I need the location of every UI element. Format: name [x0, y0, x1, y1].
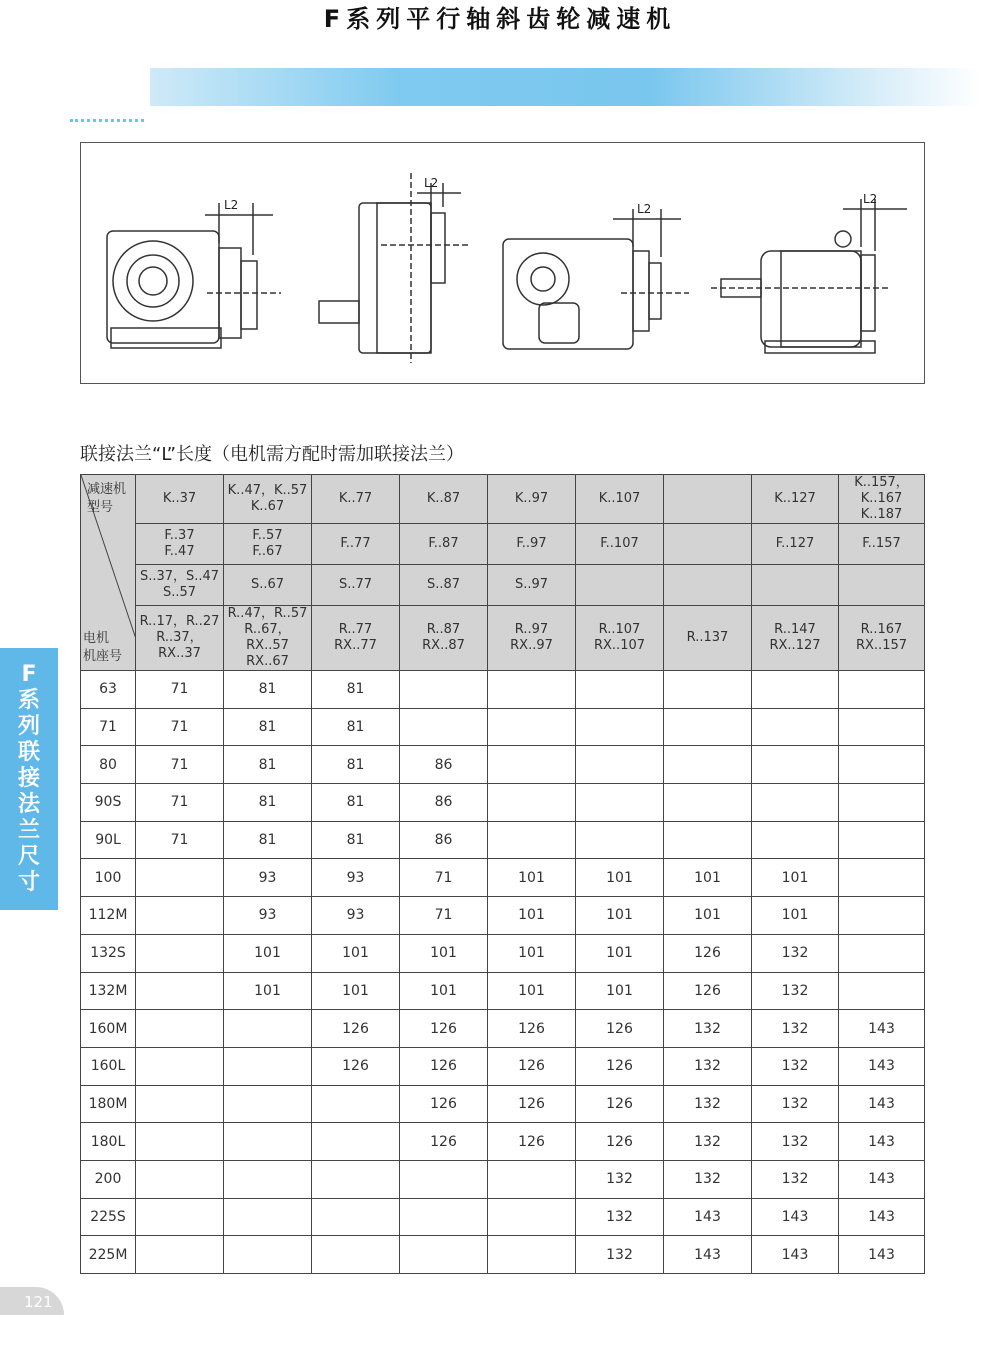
flange-length-cell	[224, 1198, 312, 1236]
flange-length-cell: 71	[400, 897, 488, 935]
model-header-cell: K..157，K..167 K..187	[839, 475, 925, 524]
motor-frame-cell: 200	[81, 1160, 136, 1198]
flange-length-cell	[752, 784, 839, 822]
flange-length-cell	[839, 708, 925, 746]
page-number: 121	[0, 1287, 64, 1315]
flange-length-cell	[488, 1160, 576, 1198]
drawing-k-front	[503, 209, 689, 349]
flange-length-cell: 93	[224, 897, 312, 935]
flange-length-cell	[839, 972, 925, 1010]
model-header-cell: S..97	[488, 565, 576, 606]
flange-length-cell: 101	[488, 859, 576, 897]
flange-length-cell: 81	[312, 746, 400, 784]
flange-length-cell	[224, 1085, 312, 1123]
flange-length-cell	[752, 671, 839, 709]
flange-length-cell	[488, 746, 576, 784]
side-tab-char: 系	[17, 688, 40, 713]
flange-length-cell: 143	[839, 1010, 925, 1048]
flange-length-cell: 126	[576, 1047, 664, 1085]
flange-length-cell: 101	[488, 972, 576, 1010]
table-row	[81, 1160, 925, 1198]
flange-length-cell	[488, 1236, 576, 1274]
table-row	[81, 972, 925, 1010]
model-header-cell: K..127	[752, 475, 839, 524]
flange-length-cell	[664, 746, 752, 784]
flange-length-cell	[488, 1198, 576, 1236]
model-header-cell: F..97	[488, 524, 576, 565]
model-header-cell: K..87	[400, 475, 488, 524]
drawing-f-side	[319, 173, 471, 363]
flange-length-cell	[136, 1198, 224, 1236]
model-header-cell: R..47，R..57 R..67，RX..57 RX..67	[224, 606, 312, 671]
model-header-cell: K..47，K..57 K..67	[224, 475, 312, 524]
model-header-cell: R..107 RX..107	[576, 606, 664, 671]
flange-length-cell: 132	[752, 1160, 839, 1198]
gearbox-diagrams	[80, 142, 925, 384]
motor-frame-cell: 225M	[81, 1236, 136, 1274]
model-header-cell: F..37 F..47	[136, 524, 224, 565]
flange-length-cell: 101	[224, 934, 312, 972]
motor-frame-cell: 90S	[81, 784, 136, 822]
model-header-cell: F..127	[752, 524, 839, 565]
flange-length-cell: 81	[312, 784, 400, 822]
l2-label-1: L2	[224, 198, 239, 212]
motor-frame-cell: 100	[81, 859, 136, 897]
model-header-cell	[664, 475, 752, 524]
decorative-dots	[70, 115, 144, 122]
table-row	[81, 1085, 925, 1123]
flange-length-cell: 126	[400, 1085, 488, 1123]
table-row	[81, 1236, 925, 1274]
flange-length-cell: 132	[752, 1010, 839, 1048]
model-header-cell: R..77 RX..77	[312, 606, 400, 671]
flange-length-cell	[312, 1236, 400, 1274]
flange-length-cell	[136, 1160, 224, 1198]
flange-length-cell	[224, 1160, 312, 1198]
flange-length-cell: 93	[312, 897, 400, 935]
model-header-cell: S..77	[312, 565, 400, 606]
flange-length-cell: 126	[488, 1010, 576, 1048]
flange-length-cell	[576, 671, 664, 709]
flange-length-cell: 132	[664, 1123, 752, 1161]
flange-length-cell: 126	[664, 934, 752, 972]
flange-length-cell	[224, 1010, 312, 1048]
side-tab-char: 兰	[17, 818, 40, 843]
flange-length-cell	[136, 1236, 224, 1274]
flange-length-cell: 101	[664, 859, 752, 897]
flange-length-cell	[839, 671, 925, 709]
flange-length-cell: 132	[576, 1236, 664, 1274]
flange-length-cell: 132	[664, 1160, 752, 1198]
table-row	[81, 1047, 925, 1085]
flange-length-cell: 101	[576, 934, 664, 972]
flange-length-cell	[224, 1123, 312, 1161]
gearbox-drawings	[81, 143, 924, 383]
flange-length-cell: 81	[224, 746, 312, 784]
flange-length-cell	[136, 1123, 224, 1161]
side-tab-char: F	[21, 662, 37, 687]
flange-length-cell	[839, 897, 925, 935]
table-row	[81, 784, 925, 822]
motor-frame-cell: 132S	[81, 934, 136, 972]
flange-length-cell	[576, 708, 664, 746]
flange-length-cell	[488, 708, 576, 746]
flange-length-cell	[664, 708, 752, 746]
flange-length-cell: 126	[488, 1085, 576, 1123]
flange-length-cell: 126	[576, 1085, 664, 1123]
table-row	[81, 1198, 925, 1236]
flange-length-cell	[136, 897, 224, 935]
model-header-cell	[839, 565, 925, 606]
motor-frame-cell: 160M	[81, 1010, 136, 1048]
side-tab-char: 寸	[17, 870, 40, 895]
model-header-cell: F..57 F..67	[224, 524, 312, 565]
side-tab	[0, 648, 58, 910]
motor-frame-cell: 225S	[81, 1198, 136, 1236]
flange-length-cell	[136, 934, 224, 972]
flange-length-cell: 101	[488, 934, 576, 972]
flange-length-cell	[312, 1198, 400, 1236]
flange-length-cell: 81	[312, 821, 400, 859]
l2-label-4: L2	[863, 192, 878, 206]
header-row	[81, 475, 925, 524]
flange-length-cell: 143	[839, 1198, 925, 1236]
flange-length-cell	[136, 1047, 224, 1085]
flange-length-cell: 143	[664, 1236, 752, 1274]
motor-frame-cell: 160L	[81, 1047, 136, 1085]
model-header-cell	[664, 524, 752, 565]
table-row	[81, 821, 925, 859]
l2-label-2: L2	[424, 176, 439, 190]
flange-length-cell: 81	[224, 708, 312, 746]
flange-length-cell	[839, 746, 925, 784]
model-header-cell	[664, 565, 752, 606]
flange-length-cell: 71	[136, 746, 224, 784]
flange-length-cell: 143	[839, 1085, 925, 1123]
flange-length-cell	[664, 671, 752, 709]
flange-length-cell	[839, 934, 925, 972]
flange-length-cell	[224, 1047, 312, 1085]
flange-length-cell	[752, 708, 839, 746]
motor-frame-cell: 112M	[81, 897, 136, 935]
corner-motor-label: 电机 机座号	[83, 631, 123, 664]
flange-length-cell: 143	[664, 1198, 752, 1236]
flange-length-cell: 101	[400, 934, 488, 972]
motor-frame-cell: 180L	[81, 1123, 136, 1161]
flange-length-cell: 132	[664, 1085, 752, 1123]
flange-length-cell	[136, 1085, 224, 1123]
motor-frame-cell: 90L	[81, 821, 136, 859]
flange-length-cell	[839, 859, 925, 897]
table-row	[81, 708, 925, 746]
corner-cell	[81, 475, 136, 671]
flange-length-table	[80, 474, 925, 1274]
flange-length-cell: 132	[576, 1198, 664, 1236]
table-row	[81, 859, 925, 897]
flange-length-cell	[488, 784, 576, 822]
flange-length-cell: 101	[576, 897, 664, 935]
motor-frame-cell: 180M	[81, 1085, 136, 1123]
model-header-cell: K..97	[488, 475, 576, 524]
flange-length-cell: 81	[312, 671, 400, 709]
model-header-cell: R..137	[664, 606, 752, 671]
flange-length-cell: 101	[488, 897, 576, 935]
model-header-cell: R..167 RX..157	[839, 606, 925, 671]
model-header-cell: R..147 RX..127	[752, 606, 839, 671]
flange-length-cell: 86	[400, 821, 488, 859]
flange-length-cell	[224, 1236, 312, 1274]
flange-length-cell	[312, 1085, 400, 1123]
motor-frame-cell: 63	[81, 671, 136, 709]
flange-length-cell: 101	[312, 934, 400, 972]
flange-length-cell	[664, 784, 752, 822]
side-tab-char: 列	[17, 714, 40, 739]
flange-length-cell: 132	[664, 1010, 752, 1048]
flange-length-cell	[400, 1160, 488, 1198]
flange-length-cell: 101	[312, 972, 400, 1010]
motor-frame-cell: 80	[81, 746, 136, 784]
flange-length-cell: 132	[752, 1123, 839, 1161]
model-header-cell: S..87	[400, 565, 488, 606]
flange-length-cell: 143	[839, 1160, 925, 1198]
l2-label-3: L2	[637, 202, 652, 216]
flange-length-cell: 126	[488, 1047, 576, 1085]
flange-length-cell: 71	[136, 784, 224, 822]
flange-length-cell: 132	[664, 1047, 752, 1085]
flange-length-cell	[136, 859, 224, 897]
flange-length-cell: 71	[136, 671, 224, 709]
flange-length-cell: 132	[752, 1047, 839, 1085]
flange-length-cell: 132	[576, 1160, 664, 1198]
flange-length-cell: 126	[400, 1010, 488, 1048]
flange-length-cell: 101	[576, 972, 664, 1010]
flange-length-cell: 86	[400, 784, 488, 822]
flange-length-cell	[576, 821, 664, 859]
header-row	[81, 524, 925, 565]
table-row	[81, 1010, 925, 1048]
flange-length-cell	[136, 1010, 224, 1048]
flange-length-cell: 126	[312, 1047, 400, 1085]
side-tab-char: 法	[17, 792, 40, 817]
flange-length-cell	[400, 1236, 488, 1274]
model-header-cell: K..107	[576, 475, 664, 524]
flange-length-cell: 132	[752, 934, 839, 972]
flange-length-cell: 126	[400, 1047, 488, 1085]
flange-length-cell: 101	[664, 897, 752, 935]
side-tab-char: 接	[17, 766, 40, 791]
model-header-cell	[576, 565, 664, 606]
flange-length-cell: 101	[576, 859, 664, 897]
flange-length-cell	[400, 671, 488, 709]
flange-length-cell: 126	[312, 1010, 400, 1048]
section-subtitle: 联接法兰“L”长度（电机需方配时需加联接法兰）	[80, 444, 464, 465]
flange-length-cell: 81	[224, 671, 312, 709]
flange-length-cell: 126	[488, 1123, 576, 1161]
table-row	[81, 746, 925, 784]
model-header-cell: F..77	[312, 524, 400, 565]
flange-length-cell: 71	[400, 859, 488, 897]
flange-length-cell: 132	[752, 1085, 839, 1123]
flange-length-cell: 71	[136, 821, 224, 859]
flange-length-cell: 126	[576, 1123, 664, 1161]
flange-length-cell: 126	[576, 1010, 664, 1048]
flange-length-cell: 143	[839, 1047, 925, 1085]
flange-length-cell: 93	[224, 859, 312, 897]
model-header-cell: R..97 RX..97	[488, 606, 576, 671]
flange-length-cell	[839, 784, 925, 822]
model-header-cell: S..37，S..47 S..57	[136, 565, 224, 606]
drawing-k-type	[107, 203, 281, 348]
flange-length-cell	[136, 972, 224, 1010]
corner-reducer-label: 减速机 型号	[87, 482, 127, 515]
flange-length-cell	[752, 821, 839, 859]
table-row	[81, 897, 925, 935]
header-row	[81, 606, 925, 671]
flange-length-cell	[576, 784, 664, 822]
model-header-cell: K..37	[136, 475, 224, 524]
flange-length-cell: 126	[400, 1123, 488, 1161]
flange-length-cell: 101	[752, 897, 839, 935]
flange-length-cell: 126	[664, 972, 752, 1010]
flange-length-cell: 93	[312, 859, 400, 897]
table-row	[81, 1123, 925, 1161]
side-tab-char: 联	[17, 740, 40, 765]
flange-length-cell	[576, 746, 664, 784]
drawing-r-type	[711, 199, 907, 353]
model-header-cell: F..157	[839, 524, 925, 565]
title-band	[150, 68, 980, 106]
flange-length-cell	[312, 1123, 400, 1161]
model-header-cell: R..87 RX..87	[400, 606, 488, 671]
flange-length-cell: 71	[136, 708, 224, 746]
flange-length-cell: 101	[224, 972, 312, 1010]
flange-length-cell: 86	[400, 746, 488, 784]
table-row	[81, 671, 925, 709]
flange-length-cell: 81	[224, 784, 312, 822]
flange-length-cell: 101	[400, 972, 488, 1010]
model-header-cell: S..67	[224, 565, 312, 606]
page-title: F系列平行轴斜齿轮减速机	[323, 5, 677, 33]
model-header-cell: K..77	[312, 475, 400, 524]
flange-length-cell	[664, 821, 752, 859]
flange-length-cell: 81	[312, 708, 400, 746]
flange-length-cell: 143	[752, 1198, 839, 1236]
model-header-cell: F..87	[400, 524, 488, 565]
flange-length-cell: 81	[224, 821, 312, 859]
table-row	[81, 934, 925, 972]
flange-length-cell: 101	[752, 859, 839, 897]
flange-length-cell: 143	[839, 1123, 925, 1161]
side-tab-char: 尺	[17, 844, 40, 869]
flange-length-cell	[400, 708, 488, 746]
flange-length-cell	[839, 821, 925, 859]
motor-frame-cell: 132M	[81, 972, 136, 1010]
header-row	[81, 565, 925, 606]
model-header-cell: F..107	[576, 524, 664, 565]
flange-length-cell: 143	[839, 1236, 925, 1274]
flange-length-cell	[488, 671, 576, 709]
flange-length-cell: 132	[752, 972, 839, 1010]
motor-frame-cell: 71	[81, 708, 136, 746]
flange-length-cell	[312, 1160, 400, 1198]
flange-length-cell	[752, 746, 839, 784]
model-header-cell: R..17，R..27 R..37，RX..37	[136, 606, 224, 671]
flange-length-cell	[488, 821, 576, 859]
model-header-cell	[752, 565, 839, 606]
flange-length-cell: 143	[752, 1236, 839, 1274]
flange-length-cell	[400, 1198, 488, 1236]
